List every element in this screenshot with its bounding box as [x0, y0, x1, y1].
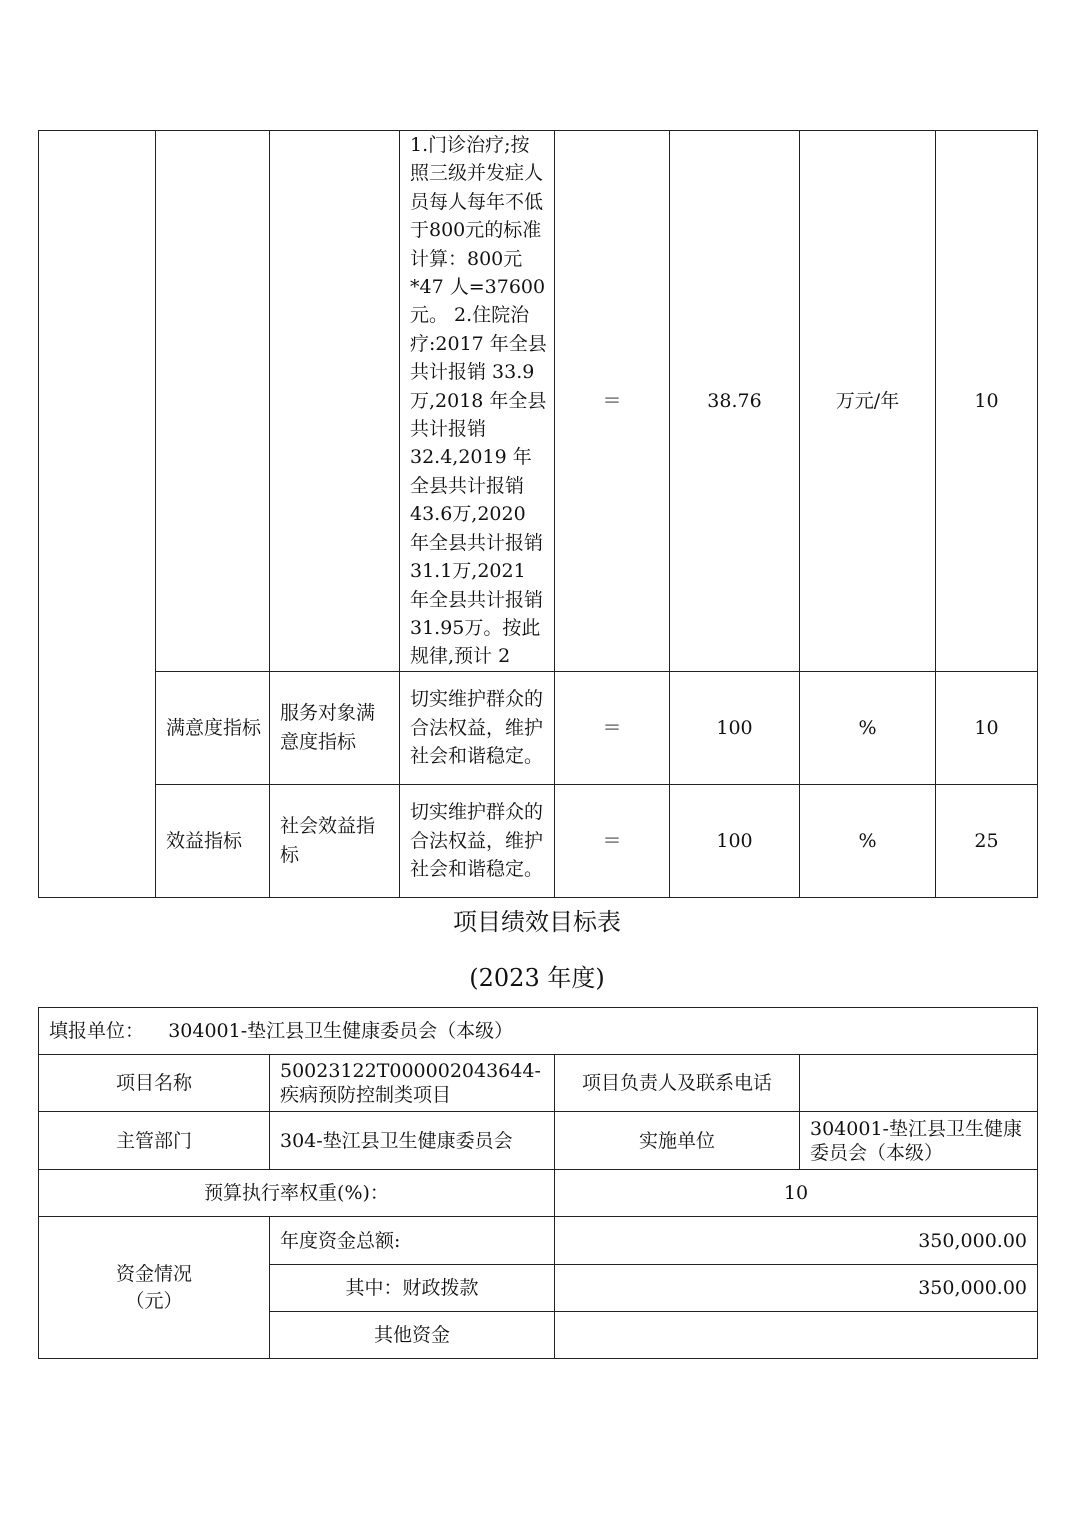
unit-cell: % — [800, 671, 936, 784]
indicator-level3-cell: 社会效益指标 — [270, 784, 400, 897]
target-value-cell: 100 — [670, 784, 800, 897]
page-subtitle-year: (2023 年度) — [469, 964, 605, 992]
score-cell: 25 — [936, 784, 1038, 897]
unit-cell: 万元/年 — [800, 131, 936, 672]
implementing-unit-value: 304001-垫江县卫生健康委员会（本级） — [800, 1112, 1038, 1170]
indicator-level2-cell: 满意度指标 — [156, 671, 270, 784]
indicator-continuation-table — [38, 130, 1038, 898]
funds-label: 资金情况 （元） — [39, 1217, 270, 1359]
table-row — [39, 671, 1038, 784]
indicator-level2-cell: 效益指标 — [156, 784, 270, 897]
score-cell: 10 — [936, 131, 1038, 672]
table-row — [39, 1170, 1038, 1217]
reporting-unit-cell — [39, 1008, 1038, 1055]
fiscal-appropriation-value: 350,000.00 — [555, 1265, 1038, 1312]
table-row — [39, 784, 1038, 897]
project-leader-value — [800, 1055, 1038, 1112]
project-leader-label: 项目负责人及联系电话 — [555, 1055, 800, 1112]
table-row — [39, 1112, 1038, 1170]
operator-cell: ＝ — [555, 671, 670, 784]
budget-weight-label: 预算执行率权重(%)： — [39, 1170, 555, 1217]
indicator-level3-cell — [270, 131, 400, 672]
table-row — [39, 1217, 1038, 1265]
table-row — [39, 131, 1038, 672]
project-info-table — [38, 1007, 1038, 1359]
annual-total-value: 350,000.00 — [555, 1217, 1038, 1265]
target-value-cell: 38.76 — [670, 131, 800, 672]
project-name-value: 50023122T000002043644-疾病预防控制类项目 — [270, 1055, 555, 1112]
page-title: 项目绩效目标表 — [453, 908, 621, 936]
table-row — [39, 1008, 1038, 1055]
budget-weight-value: 10 — [555, 1170, 1038, 1217]
other-funds-value — [555, 1312, 1038, 1359]
unit-cell: % — [800, 784, 936, 897]
annual-total-label: 年度资金总额: — [270, 1217, 555, 1265]
operator-cell: ＝ — [555, 131, 670, 672]
indicator-level2-cell — [156, 131, 270, 672]
indicator-level3-cell: 服务对象满意度指标 — [270, 671, 400, 784]
fiscal-appropriation-label: 其中：财政拨款 — [270, 1265, 555, 1312]
target-value-cell: 100 — [670, 671, 800, 784]
indicator-description-cell: 1.门诊治疗;按照三级并发症人员每人每年不低于800元的标准计算：800元*47 人=37600元。 2.住院治疗:2017 年全县共计报销 33.9万,2018 年全县共计报销 32.4,2019 年全县共计报销43.6万,2020 年全县共计报销 31.1万,2021 年全县共计报销 31.95万。按此规律,预计 2 — [400, 131, 555, 672]
category-cell-empty — [39, 131, 156, 898]
table-row — [39, 1055, 1038, 1112]
supervising-dept-label: 主管部门 — [39, 1112, 270, 1170]
supervising-dept-value: 304-垫江县卫生健康委员会 — [270, 1112, 555, 1170]
reporting-unit-value: 304001-垫江县卫生健康委员会（本级） — [168, 1020, 514, 1042]
indicator-description-cell: 切实维护群众的合法权益，维护社会和谐稳定。 — [400, 671, 555, 784]
indicator-description-cell: 切实维护群众的合法权益，维护社会和谐稳定。 — [400, 784, 555, 897]
reporting-unit-label: 填报单位： — [49, 1020, 145, 1042]
other-funds-label: 其他资金 — [270, 1312, 555, 1359]
score-cell: 10 — [936, 671, 1038, 784]
implementing-unit-label: 实施单位 — [555, 1112, 800, 1170]
operator-cell: ＝ — [555, 784, 670, 897]
project-name-label: 项目名称 — [39, 1055, 270, 1112]
